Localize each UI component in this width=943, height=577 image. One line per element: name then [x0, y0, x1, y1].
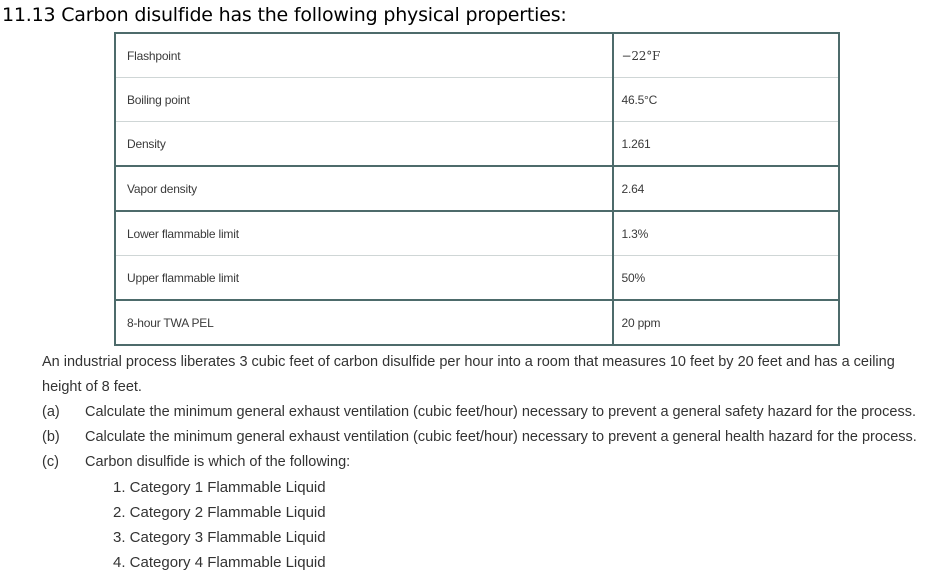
- option-item: 2. Category 2 Flammable Liquid: [113, 504, 326, 521]
- property-value: 20 ppm: [613, 300, 839, 345]
- table-row: [116, 122, 839, 167]
- part-text: Carbon disulfide is which of the following:: [85, 454, 351, 470]
- table-row: [116, 34, 839, 78]
- property-value: 1.261: [613, 122, 839, 167]
- part-label: (a): [42, 404, 60, 420]
- property-name: Boiling point: [116, 78, 613, 122]
- properties-table: [115, 33, 839, 345]
- option-item: 1. Category 1 Flammable Liquid: [113, 479, 326, 496]
- property-value: −22°F: [613, 34, 839, 78]
- table-row: [116, 166, 839, 211]
- property-name: Flashpoint: [116, 34, 613, 78]
- table-row: [116, 211, 839, 256]
- option-item: 4. Category 4 Flammable Liquid: [113, 554, 326, 571]
- table-row: [116, 256, 839, 301]
- problem-parts: [42, 400, 917, 475]
- list-item: [42, 450, 917, 475]
- problem-title: 11.13 Carbon disulfide has the following physical properties:: [2, 4, 567, 26]
- part-label: (c): [42, 454, 59, 470]
- property-name: Upper flammable limit: [116, 256, 613, 301]
- list-item: [42, 425, 917, 450]
- table-row: [116, 300, 839, 345]
- property-value: 1.3%: [613, 211, 839, 256]
- property-value: 2.64: [613, 166, 839, 211]
- property-value: 50%: [613, 256, 839, 301]
- property-name: Vapor density: [116, 166, 613, 211]
- part-text: Calculate the minimum general exhaust ventilation (cubic feet/hour) necessary to prevent a general health hazard for the process.: [85, 429, 917, 445]
- property-value: 46.5°C: [613, 78, 839, 122]
- list-item: [42, 400, 917, 425]
- property-name: Density: [116, 122, 613, 167]
- property-name: Lower flammable limit: [116, 211, 613, 256]
- answer-options: [113, 475, 326, 575]
- problem-intro: An industrial process liberates 3 cubic feet of carbon disulfide per hour into a room that measures 10 feet by 20 feet and has a ceiling height of 8 feet.: [42, 354, 895, 395]
- property-name: 8-hour TWA PEL: [116, 300, 613, 345]
- part-label: (b): [42, 429, 60, 445]
- part-text: Calculate the minimum general exhaust ventilation (cubic feet/hour) necessary to prevent a general safety hazard for the process.: [85, 404, 916, 420]
- table-row: [116, 78, 839, 122]
- option-item: 3. Category 3 Flammable Liquid: [113, 529, 326, 546]
